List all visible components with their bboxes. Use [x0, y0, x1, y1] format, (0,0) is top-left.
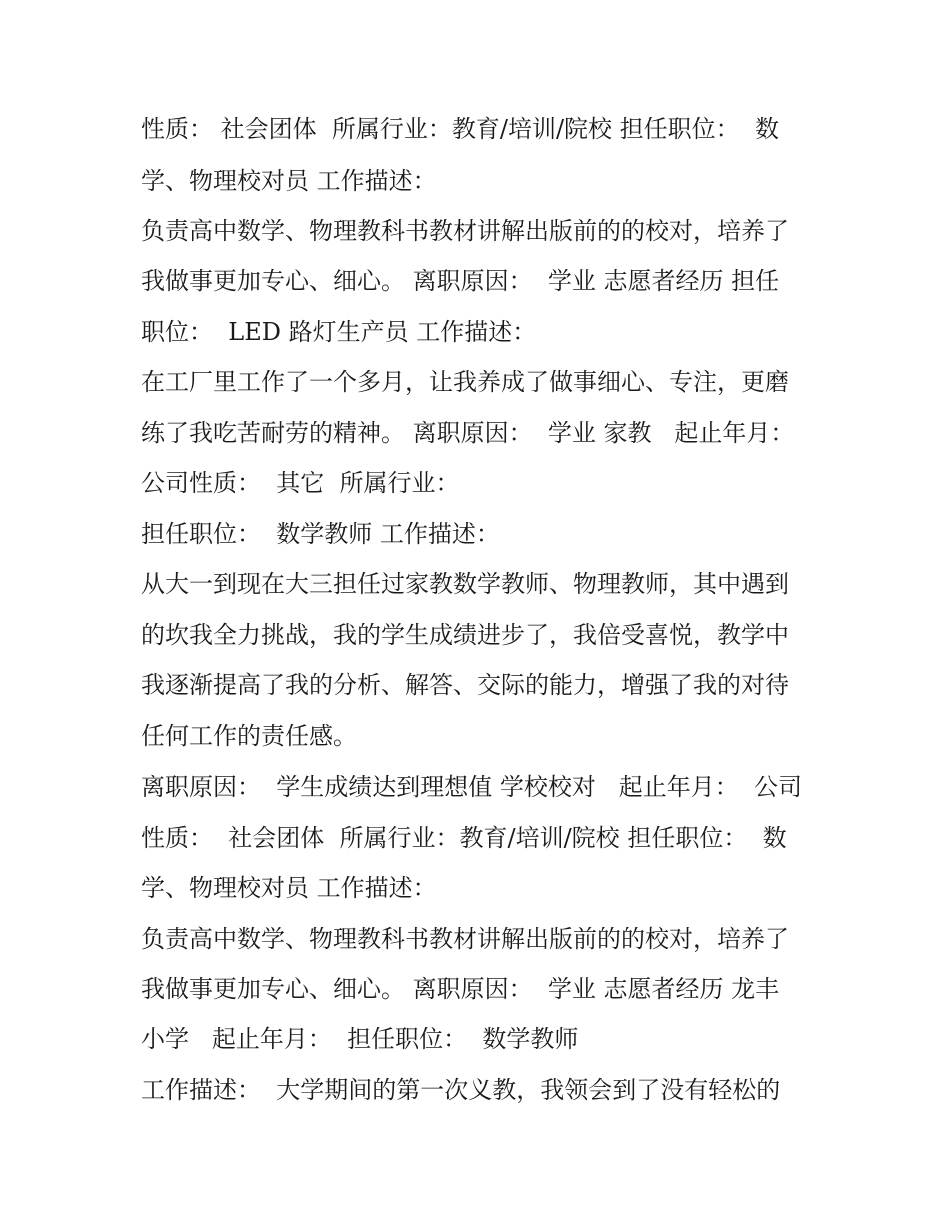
text-line: 学、物理校对员 工作描述：	[141, 874, 437, 902]
text-line: 我做事更加专心、细心。 离职原因： 学业 志愿者经历 龙丰	[141, 975, 780, 1003]
text-line: 我做事更加专心、细心。 离职原因： 学业 志愿者经历 担任	[141, 267, 780, 295]
text-line: 从大一到现在大三担任过家教数学教师、物理教师，其中遇到	[141, 570, 789, 598]
text-line: 练了我吃苦耐劳的精神。 离职原因： 学业 家教 起止年月：	[141, 419, 795, 447]
text-line: 我逐渐提高了我的分析、解答、交际的能力，增强了我的对待	[141, 671, 789, 699]
text-line: 性质： 社会团体 所属行业：教育/培训/院校 担任职位： 数	[141, 115, 779, 143]
text-line: 负责高中数学、物理教科书教材讲解出版前的的校对，培养了	[141, 925, 789, 953]
text-line: 小学 起止年月： 担任职位： 数学教师	[141, 1025, 579, 1053]
text-line: 负责高中数学、物理教科书教材讲解出版前的的校对，培养了	[141, 217, 789, 245]
text-line: 工作描述： 大学期间的第一次义教，我领会到了没有轻松的	[141, 1076, 781, 1104]
text-line: 性质： 社会团体 所属行业：教育/培训/院校 担任职位： 数	[141, 824, 787, 852]
text-line: 职位： LED 路灯生产员 工作描述：	[141, 318, 537, 346]
text-line: 担任职位： 数学教师 工作描述：	[141, 520, 500, 548]
text-line: 的坎我全力挑战，我的学生成绩进步了，我倍受喜悦，教学中	[141, 621, 789, 649]
text-line: 在工厂里工作了一个多月，让我养成了做事细心、专注，更磨	[141, 368, 789, 396]
text-line: 学、物理校对员 工作描述：	[141, 167, 437, 195]
text-line: 公司性质： 其它 所属行业：	[141, 469, 460, 497]
text-line: 任何工作的责任感。	[141, 722, 357, 750]
text-line: 离职原因： 学生成绩达到理想值 学校校对 起止年月： 公司	[141, 773, 803, 801]
